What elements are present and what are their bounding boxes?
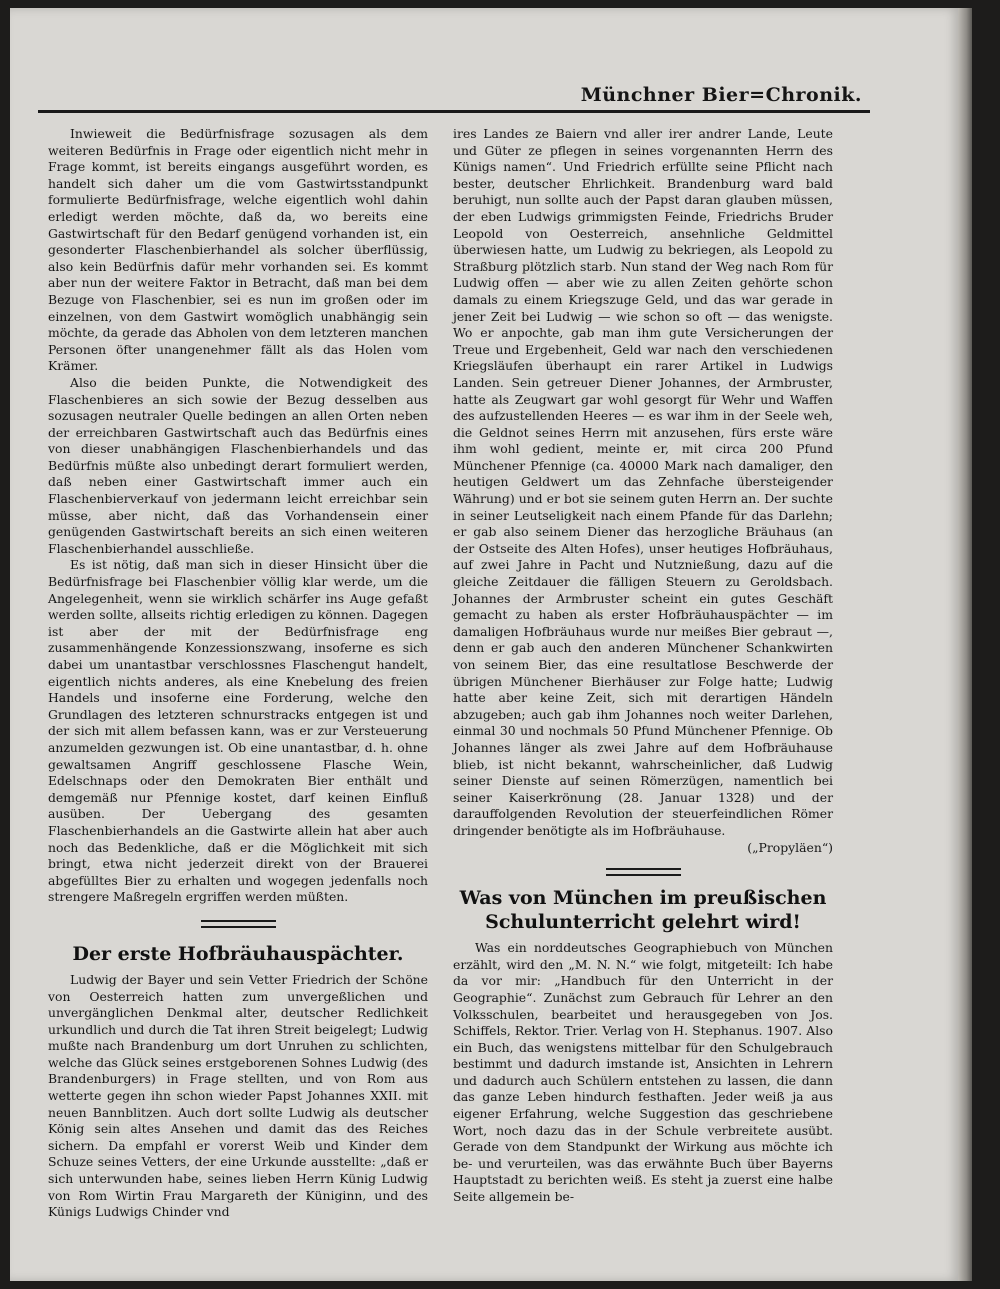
article-paragraph: Also die beiden Punkte, die Notwendigkeit des Flaschenbieres an sich sowie der Bezug desselben aus sozusagen neutraler Quelle bedingen an allen Orten neben der erreichbaren Gastwirtschaft auch das Bedürfnis eines von dieser unabhängigen Flaschenbierhandels und das Bedürfnis müßte also unbedingt derart formuliert werden, daß neben einer Gastwirtschaft immer auch ein Flaschenbierverkauf von jedermann leicht erreichbar sein müsse, aber nicht, daß das Vorhandensein einer genügenden Gastwirtschaft bereits an sich einen weiteren Flaschenbierhandel ausschließe. <box>48 374 428 556</box>
article-heading-line-2: Schulunterricht gelehrt wird! <box>485 911 801 934</box>
source-signature: („Propyläen“) <box>747 839 833 855</box>
article-heading: Der erste Hofbräuhauspächter. <box>72 942 404 965</box>
article-paragraph: Inwieweit die Bedürfnisfrage sozusagen als dem weiteren Bedürfnis in Frage oder eigentlich nicht mehr in Frage kommt, ist bereits eingangs ausgeführt worden, es handelt sich daher um die vom Gastwirtsstandpunkt formulierte Bedürfnisfrage, welche eigentlich wohl dahin erledigt werden möchte, daß da, wo bereits eine Gastwirtschaft für den Bedarf genügend vorhanden ist, ein gesonderter Flaschenbierhandel als solcher überflüssig, also kein Bedürfnis dafür mehr vorhanden sei. Es kommt aber nun der weitere Faktor in Betracht, daß man bei dem Bezuge von Flaschenbier, sei es nun im großen oder im einzelnen, von dem Gastwirt womöglich unabhängig sein möchte, da gerade das Abholen von dem letzteren manchen Personen öfter unangenehmer fällt als das Holen vom Krämer. <box>48 126 428 374</box>
section-divider <box>201 920 276 928</box>
page-edge <box>958 8 972 1281</box>
article-paragraph: Ludwig der Bayer und sein Vetter Friedrich der Schöne von Oesterreich hatten zum unvergeßlichen und unvergänglichen Denkmal alter, deutscher Redlichkeit urkundlich und durch die Tat ihren Streit beigelegt; Ludwig mußte nach Brandenburg um dort Unruhen zu schlichten, welche das Glück seines erstgeborenen Sohnes Ludwig (des Brandenburgers) in Frage stellten, und von Rom aus wetterte gegen ihn schon wieder Papst Johannes XXII. mit neuen Bannblitzen. Auch dort sollte Ludwig als deutscher König sein altes Ansehen und damit das des Reiches sichern. Da empfahl er vorerst Weib und Kinder dem Schuze seines Vetters, der eine Urkunde ausstellte: „daß er sich unterwunden habe, seines lieben Herrn Künig Ludwig von Rom Wirtin Frau Margareth der Küniginn, und des Künigs Ludwigs Chinder vnd <box>48 971 428 1220</box>
running-title: Münchner Bier=Chronik. <box>580 84 862 106</box>
right-column <box>453 126 833 1206</box>
page-header <box>38 84 870 113</box>
article-paragraph: Es ist nötig, daß man sich in dieser Hinsicht über die Bedürfnisfrage bei Flaschenbier völlig klar werde, um die Angelegenheit, wenn sie wirklich schärfer ins Auge gefaßt werden sollte, allseits richtig erledigen zu können. Dagegen ist aber der mit der Bedürfnisfrage eng zusammenhängende Konzessionszwang, insoferne es sich dabei um unantastbar verschlossnes Flaschengut handelt, eigentlich nichts anderes, als eine Knebelung des freien Handels und insoferne eine Forderung, welche den Grundlagen des letzteren schnurstracks entgegen ist und der sich mit allem befassen kann, was er zur Versteuerung anzumelden gezwungen ist. Ob eine unantastbar, d. h. ohne gewaltsamen Angriff geschlossene Flasche Wein, Edelschnaps oder den Demokraten Bier enthält und demgemäß nur Pfennige kostet, darf keinen Einfluß ausüben. Der Uebergang des gesamten Flaschenbierhandels an die Gastwirte allein hat aber auch noch das Bedenkliche, daß er die Möglichkeit mit sich bringt, etwa nicht jederzeit direkt von der Brauerei abgefülltes Bier zu erhalten und wogegen jedenfalls noch strengere Maßregeln ergriffen werden müßten. <box>48 557 428 905</box>
left-column <box>48 126 428 1221</box>
section-divider <box>606 868 681 876</box>
article-paragraph: Was ein norddeutsches Geographiebuch von München erzählt, wird den „M. N. N.“ wie folgt, mitgeteilt: Ich habe da vor mir: „Handbuch für den Unterricht in der Geographie“. Zunächst zum Gebrauch für Lehrer an den Volksschulen, bearbeitet und herausgegeben von Jos. Schiffels, Rektor. Trier. Verlag von H. Stephanus. 1907. Also ein Buch, das wenigstens mittelbar für den Schulgebrauch bestimmt und dadurch imstande ist, Ansichten in Lehrern und dadurch auch Schülern entstehen zu lassen, die dann das ganze Leben hindurch festhaften. Jeder weiß ja aus eigener Erfahrung, welche Suggestion das geschriebene Wort, noch dazu das in der Schule verbreitete ausübt. Gerade von dem Standpunkt der Wirkung aus möchte ich be- und verurteilen, was das erwähnte Buch über Bayerns Hauptstadt zu berichten weiß. Es steht ja zuerst eine halbe Seite allgemein be- <box>453 940 833 1205</box>
article-paragraph: ires Landes ze Baiern vnd aller irer andrer Lande, Leute und Güter ze pflegen in seines vorgenannten Herrn des Künigs namen“. Und Friedrich erfüllte seine Pflicht nach bester, deutscher Ehrlichkeit. Brandenburg ward bald beruhigt, nun sollte auch der Papst daran glauben müssen, der eben Ludwigs grimmigsten Feinde, Friedrichs Bruder Leopold von Oesterreich, ansehnliche Geldmittel überwiesen hatte, um Ludwig zu bekriegen, als Leopold zu Straßburg plötzlich starb. Nun stand der Weg nach Rom für Ludwig offen — aber wie zu allen Zeiten gehörte schon damals zu einem Kriegszuge Geld, und das war gerade in jener Zeit bei Ludwig — wie schon so oft — das wenigste. Wo er anpochte, gab man ihm gute Versicherungen der Treue und Ergebenheit, Geld war nach den verschiedenen Kriegsläufen überhaupt ein rarer Artikel in Ludwigs Landen. Sein getreuer Diener Johannes, der Armbruster, hatte als Zeugwart gar wohl gesorgt für Wehr und Waffen des aufzustellenden Heeres — es war ihm in der Seele weh, die Geldnot seines Herrn mit anzusehen, fürs erste wäre ihm wohl gedient, meinte er, mit circa 200 Pfund Münchener Pfennige (ca. 40000 Mark nach damaliger, den heutigen Geldwert um das Zehnfache übersteigender Währung) und er bot sie seinem guten Herrn an. Der suchte in seiner Leutseligkeit nach einem Pfande für das Darlehn; er gab also seinem Diener das herzogliche Bräuhaus (an der Ostseite des Alten Hofes), unser heutiges Hofbräuhaus, auf zwei Jahre in Pacht und Nutznießung, dazu auf die gleiche Zeitdauer die fälligen Steuern zu Geroldsbach. Johannes der Armbruster scheint ein gutes Geschäft gemacht zu haben als erster Hofbräuhauspächter — im damaligen Hofbräuhaus wurde nur meißes Bier gebraut —, denn er gab auch den anderen Münchener Schankwirten von seinem Bier, das eine resultatlose Beschwerde der übrigen Münchener Bierhäuser zur Folge hatte; Ludwig hatte aber keine Zeit, sich mit derartigen Händeln abzugeben; auch gab ihm Johannes noch weiter Darlehen, einmal 30 und nochmals 50 Pfund Münchener Pfennige. Ob Johannes länger als zwei Jahre auf dem Hofbräuhause blieb, ist nicht bekannt, wahrscheinlicher, daß Ludwig seiner Dienste auf seinen Römerzügen, namentlich bei seiner Kaiserkrönung (28. Januar 1328) und der darauffolgenden Revolution der steuerfeindlichen Römer dringender benötigte als im Hofbräuhause. <box>453 126 833 838</box>
article-heading-line-1: Was von München im preußischen <box>459 887 827 910</box>
